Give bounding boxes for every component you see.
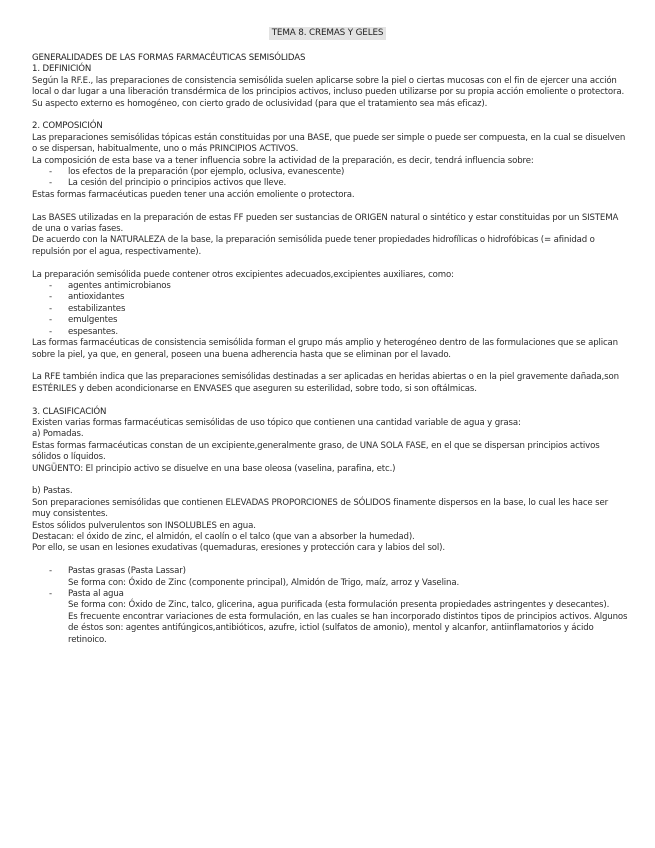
list-item-pasta-agua xyxy=(32,589,628,646)
list-item-pasta-grasa xyxy=(32,566,628,589)
paragraph: Las BASES utilizadas en la preparación de estas FF pueden ser sustancias de ORIGEN natural o sintético y estar constituidas por un SISTEMA de una o varias fases. xyxy=(32,212,619,235)
list-item: - espesantes. xyxy=(32,327,628,338)
pasta-description: Se forma con: Óxido de Zinc (componente principal), Almidón de Trigo, maíz, arroz y Vaselina. xyxy=(68,577,460,588)
list-item: - los efectos de la preparación (por ejemplo, oclusiva, evanescente) xyxy=(32,167,628,178)
section-3-title: 3. CLASIFICACIÓN xyxy=(32,406,107,417)
spacer xyxy=(32,555,628,566)
document-title: TEMA 8. CREMAS Y GELES xyxy=(269,27,387,40)
paragraph: Estas formas farmacéuticas pueden tener una acción emoliente o protectora. xyxy=(32,189,355,200)
document-body xyxy=(32,53,628,646)
paragraph: Estas formas farmacéuticas constan de un excipiente,generalmente graso, de UNA SOLA FASE, en el que se dispersan principios activos sólidos o líquidos. xyxy=(32,440,600,463)
spacer xyxy=(32,361,628,372)
paragraph: Según la RF.E., las preparaciones de consistencia semisólida suelen aplicarse sobre la piel o ciertas mucosas con el fin de ejercer una acción local o dar lugar a una liberación transdérmica de los principios activos, incluso pueden utilizarse por su propia acción emoliente o protectora. xyxy=(32,75,625,98)
section-2-title: 2. COMPOSICIÓN xyxy=(32,121,103,132)
paragraph: Las formas farmacéuticas de consistencia semisólida forman el grupo más amplio y heterogéneo dentro de las formulaciones que se aplican sobre la piel, ya que, en general, poseen una buena adherencia hasta que se eliminan por el lavado. xyxy=(32,338,618,360)
paragraph: La RFE también indica que las preparaciones semisólidas destinadas a ser aplicadas en heridas abiertas o en la piel gravemente dañada,son ESTÉRILES y deben acondicionarse en ENVASES que aseguren su esterilidad, sobre todo, si son oftálmicas. xyxy=(32,372,619,394)
paragraph: Son preparaciones semisólidas que contienen ELEVADAS PROPORCIONES de SÓLIDOS finamente dispersos en la base, lo cual les hace ser muy consistentes. xyxy=(32,497,608,520)
subsection-a-title: a) Pomadas. xyxy=(32,429,84,440)
pasta-description: Se forma con: Óxido de Zinc, talco, glicerina, agua purificada (esta formulación presenta propiedades astringentes y desecantes). xyxy=(68,600,610,611)
paragraph: La preparación semisólida puede contener otros excipientes adecuados,excipientes auxiliares, como: xyxy=(32,269,454,280)
subsection-b-title: b) Pastas. xyxy=(32,486,73,497)
list-item: - emulgentes xyxy=(32,315,628,326)
list-item: - agentes antimicrobianos xyxy=(32,281,628,292)
section-1-title: 1. DEFINICIÓN xyxy=(32,64,92,75)
title-wrap xyxy=(0,27,655,40)
paragraph: Existen varias formas farmacéuticas semisólidas de uso tópico que contienen una cantidad variable de agua y grasa: xyxy=(32,417,521,428)
list-item: - La cesión del principio o principios activos que lleve. xyxy=(32,178,628,189)
spacer xyxy=(32,110,628,121)
list-item: - estabilizantes xyxy=(32,304,628,315)
paragraph: La composición de esta base va a tener influencia sobre la actividad de la preparación, es decir, tendrá influencia sobre: xyxy=(32,155,534,166)
paragraph: Estos sólidos pulverulentos son INSOLUBLES en agua. xyxy=(32,520,256,531)
spacer xyxy=(32,201,628,212)
list-item: - antioxidantes xyxy=(32,292,628,303)
paragraph: Su aspecto externo es homogéneo, con cierto grado de oclusividad (para que el tratamiento sea más eficaz). xyxy=(32,98,488,109)
pastas-list xyxy=(32,566,628,646)
pasta-name: Pastas grasas (Pasta Lassar) xyxy=(68,566,186,577)
spacer xyxy=(32,475,628,486)
paragraph: Destacan: el óxido de zinc, el almidón, el caolín o el talco (que van a absorber la humedad). xyxy=(32,531,415,542)
main-heading: GENERALIDADES DE LAS FORMAS FARMACÉUTICAS SEMISÓLIDAS xyxy=(32,53,306,63)
pasta-description: Es frecuente encontrar variaciones de esta formulación, en las cuales se han incorporado distintos tipos de principios activos. Algunos de éstos son: agentes antifúngicos,antibióticos, azufre, ictiol (sulfatos de amonio), mentol y alcanfor, antiinflamatorios y ácido retinoico. xyxy=(68,611,628,645)
paragraph: UNGÜENTO: El principio activo se disuelve en una base oleosa (vaselina, parafina, etc.) xyxy=(32,463,396,474)
pasta-name: Pasta al agua xyxy=(68,588,124,599)
paragraph: Por ello, se usan en lesiones exudativas (quemaduras, eresiones y protección cara y labios del sol). xyxy=(32,543,445,554)
base-effects-list xyxy=(32,167,628,190)
paragraph: Las preparaciones semisólidas tópicas están constituidas por una BASE, que puede ser simple o puede ser compuesta, en la cual se disuelven o se dispersan, habitualmente, uno o más PRINCIPIOS ACTIVOS. xyxy=(32,132,626,155)
paragraph: De acuerdo con la NATURALEZA de la base, la preparación semisólida puede tener propiedades hidrofílicas o hidrofóbicas (= afinidad o repulsión por el agua, respectivamente). xyxy=(32,235,595,257)
spacer xyxy=(32,395,628,406)
excipients-list xyxy=(32,281,628,338)
spacer xyxy=(32,258,628,269)
